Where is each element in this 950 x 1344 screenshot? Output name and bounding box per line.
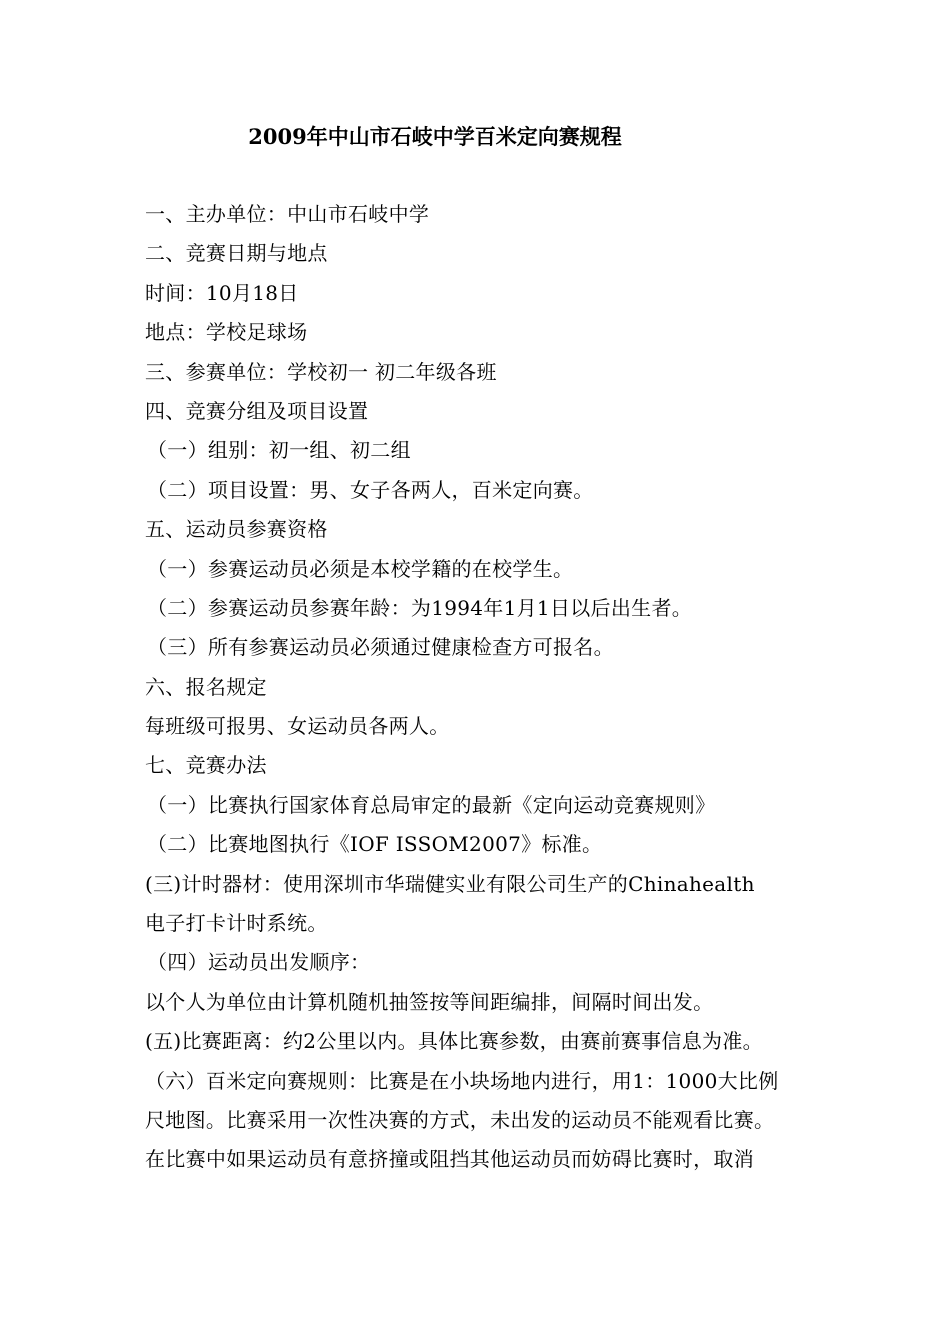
groups-item-1: （一）组别：初一组、初二组 [147, 438, 411, 463]
eligibility-item-3: （三）所有参赛运动员必须通过健康检查方可报名。 [147, 635, 614, 660]
event-location: 地点：学校足球场 [145, 320, 308, 345]
section-eligibility: 五、运动员参赛资格 [145, 517, 328, 542]
section-organizer: 一、主办单位：中山市石岐中学 [145, 202, 430, 226]
method-item-5: (五)比赛距离：约2公里以内。具体比赛参数，由赛前赛事信息为准。 [145, 1029, 763, 1054]
registration-text: 每班级可报男、女运动员各两人。 [145, 714, 450, 739]
method-item-3: (三)计时器材：使用深圳市华瑞健实业有限公司生产的Chinahealth [145, 871, 755, 896]
section-date-location: 二、竞赛日期与地点 [145, 241, 328, 266]
groups-item-2: （二）项目设置：男、女子各两人，百米定向赛。 [147, 477, 594, 502]
document-body [145, 195, 825, 1180]
method-item-6: （六）百米定向赛规则：比赛是在小块场地内进行，用1：1000大比例 [145, 1068, 779, 1093]
section-registration: 六、报名规定 [145, 674, 267, 699]
method-item-4: （四）运动员出发顺序： [147, 950, 371, 975]
eligibility-item-2: （二）参赛运动员参赛年龄：为1994年1月1日以后出生者。 [147, 595, 693, 620]
section-groups: 四、竞赛分组及项目设置 [145, 398, 369, 423]
method-item-6-cont-1: 尺地图。比赛采用一次性决赛的方式，未出发的运动员不能观看比赛。 [145, 1107, 775, 1132]
eligibility-item-1: （一）参赛运动员必须是本校学籍的在校学生。 [147, 556, 574, 581]
method-item-3-cont: 电子打卡计时系统。 [145, 911, 328, 936]
section-participants: 三、参赛单位：学校初一 初二年级各班 [145, 359, 497, 384]
method-item-1: （一）比赛执行国家体育总局审定的最新《定向运动竞赛规则》 [147, 792, 716, 817]
section-competition-method: 七、竞赛办法 [145, 753, 267, 778]
method-item-2: （二）比赛地图执行《IOF ISSOM2007》标准。 [147, 832, 603, 857]
document-title: 2009年中山市石岐中学百米定向赛规程 [248, 124, 622, 149]
method-item-6-cont-2: 在比赛中如果运动员有意挤撞或阻挡其他运动员而妨碍比赛时，取消 [145, 1147, 754, 1172]
method-item-4-text: 以个人为单位由计算机随机抽签按等间距编排，间隔时间出发。 [145, 989, 714, 1014]
event-time: 时间：10月18日 [145, 280, 299, 305]
